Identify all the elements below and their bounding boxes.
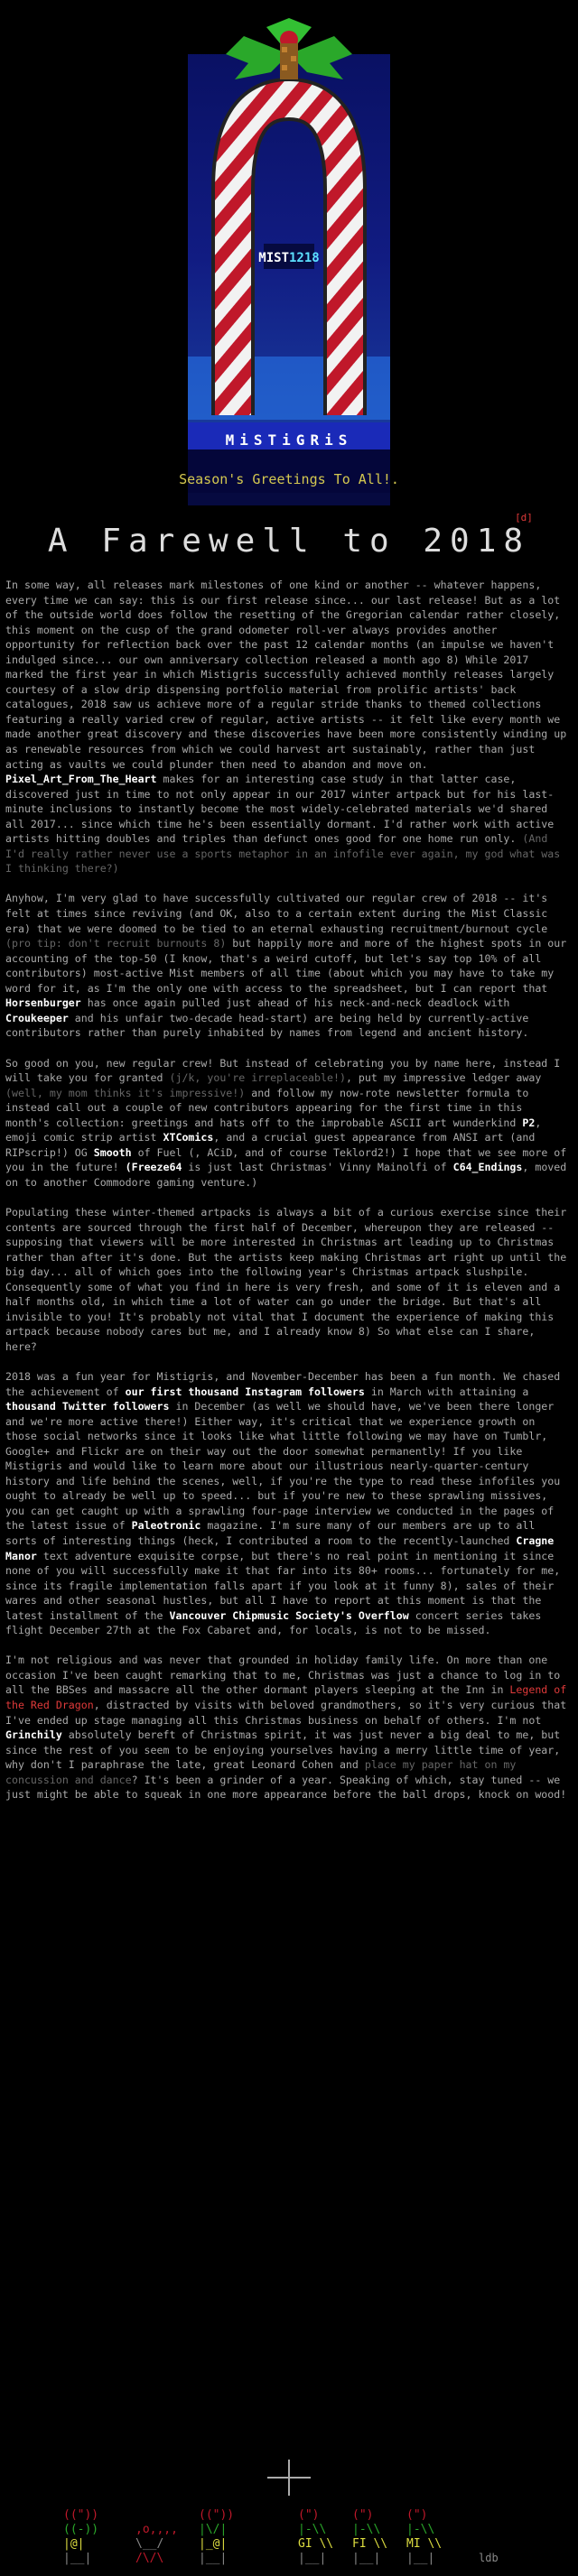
aside-text: (well, my mom thinks it's impressive!) — [5, 1086, 246, 1099]
body-text: , and a crucial guest appearance from ANSI art (and RIPscrip!) OG — [5, 1131, 536, 1159]
svg-text:((-)): ((-)) — [63, 2523, 99, 2536]
svg-text:|-\\: |-\\ — [406, 2523, 435, 2536]
svg-text:,o,,,,: ,o,,,, — [135, 2523, 178, 2536]
body-text: of Fuel (, ACiD, and of course Teklord2!) I hope that we see more of you in the future! — [5, 1145, 567, 1174]
signature-artwork — [0, 2455, 578, 2572]
svg-text:|_@|: |_@| — [199, 2537, 228, 2551]
svg-text:((")): ((")) — [199, 2508, 235, 2522]
svg-text:("): (") — [406, 2508, 428, 2522]
body-text: I'm not religious and was never that grounded in holiday family life. On more than one occasion I've been caught remarking that to me, Christmas was just a chance to log in to all the BBSes and massacre all the other dormant players sleeping at the Inn in — [5, 1654, 561, 1697]
article-paragraph — [5, 578, 573, 876]
highlighted-name: Pixel_Art_From_The_Heart — [5, 773, 157, 786]
svg-text:GI \\: GI \\ — [298, 2537, 334, 2551]
aside-text: place my paper hat on my concussion and dance — [5, 1758, 517, 1786]
ornament-row — [63, 2508, 442, 2565]
title-text: A Farewell to 2018 — [47, 523, 531, 560]
highlighted-name: Paleotronic — [131, 1519, 201, 1533]
highlighted-name: our first thousand Instagram followers — [125, 1385, 365, 1398]
highlighted-name: (Freeze64 — [125, 1161, 182, 1174]
svg-text:((")): ((")) — [63, 2508, 99, 2522]
body-text: , emoji comic strip artist — [5, 1116, 542, 1144]
highlighted-name: Croukeeper — [5, 1011, 69, 1024]
body-text: but happily more and more of the highest spots in our accounting of the top-50 (I know, that's a weird cutoff, but let's say top 10% of all contributors) most-active Mist members of all time (about which you may have to take my word for it, as I'm the only one with access to the spreadsheet, but I can report that — [5, 937, 567, 995]
svg-text:("): (") — [298, 2508, 320, 2522]
svg-text:|__|: |__| — [406, 2552, 435, 2565]
svg-text:|-\\: |-\\ — [352, 2523, 381, 2536]
svg-text:("): (") — [352, 2508, 374, 2522]
highlighted-name: Vancouver Chipmusic Society's Overflow — [169, 1608, 409, 1622]
article-paragraph — [5, 1056, 573, 1191]
article-paragraph — [5, 1205, 573, 1354]
svg-text:/\/\: /\/\ — [135, 2552, 164, 2565]
body-text: and follow my now-rote newsletter formula to instead call out a couple of new contributors appearing for the first time in this month's collection: greetings and hats off to the improbable ASCII art wunderkind — [5, 1086, 529, 1129]
svg-text:|@|: |@| — [63, 2537, 85, 2551]
body-text: , distracted by visits with beloved grandmothers, so it's very curious that I've ended up stage managing all this Christmas business on behalf of others. I'm not — [5, 1699, 567, 1727]
holiday-banner — [0, 0, 578, 505]
svg-text:\__/: \__/ — [135, 2537, 164, 2551]
svg-text:|__|: |__| — [298, 2552, 327, 2565]
svg-text:|__|: |__| — [352, 2552, 381, 2565]
body-text: makes for an interesting case study in that latter case, discovered just in time to not only appear in our 2017 winter artpack but for his last-minute inclusions to instantly become the most widely-celebrated materials we'd shared all 2017... since which time he's been essentially dormant. I'd rather work with active artists hitting doubles and triples than defunct ones good for one home run only. — [5, 773, 555, 846]
body-text: in December (as well we should have, we've been there longer and we're more active there!) Either way, it's critical that we experience growth on those social networks since it looks like what little following we may have on Tumblr, Google+ and Flickr are on their way out the door somewhat permanently! If you like Mistigris and would like to learn more about our illustrious nearly-quarter-century history and life behind the scenes, well, if you're the type to read these infofiles you ought to already be well up to speed... but if you're new to these sprawling missives, you can get caught up with a sprawling four-page interview we conducted in the pages of the latest issue of — [5, 1400, 561, 1533]
article-paragraph — [5, 1369, 573, 1638]
aside-text: Legend of the Red Dragon — [5, 1683, 567, 1712]
svg-text:MI \\: MI \\ — [406, 2537, 443, 2551]
signature-initials: ldb — [479, 2552, 499, 2564]
body-text: Populating these winter-themed artpacks is always a bit of a curious exercise since their contents are sourced through the first half of December, whereupon they are released -- supposing that viewers will be more interested in Christmas art leading up to Christmas rather than after it's done. But the artists keep making Christmas art right up until the big day... all of which goes into the following year's Christmas artpack slushpile. Consequently some of what you find in here is very fresh, and some of it is eleven and a half months old, in which time a lot of water can go under the bridge. But that's all invisible to you! It's probably not vital that I document the experience of making this artpack because nobody cares but me, and I already know 8) So what else can I share, here? — [5, 1205, 567, 1353]
highlighted-name: P2 — [522, 1116, 536, 1129]
article-paragraph — [5, 891, 573, 1040]
svg-text:|__|: |__| — [199, 2552, 228, 2565]
svg-text:|-\\: |-\\ — [298, 2523, 327, 2536]
group-name: MiSTiGRiS — [225, 431, 353, 449]
body-text: , moved on to another Commodore gaming venture.) — [5, 1161, 567, 1189]
body-text: has once again pulled just ahead of his neck-and-neck deadlock with — [80, 996, 510, 1010]
body-text: ? It's been a grinder of a year. Speaking of which, stay tuned -- we just might be able to squeak in one more appearance before the ball drops, knock on wood! — [5, 1773, 567, 1802]
highlighted-name: Horsenburger — [5, 996, 81, 1010]
body-text: Anyhow, I'm very glad to have successfully cultivated our regular crew of 2018 -- it's felt at times since reviving (and OK, also to a certain extent during the Mist Classic era) that we were doomed to be tied to an eternal exhausting recruitment/burnout cycle — [5, 892, 548, 935]
article-paragraph — [5, 1653, 573, 1802]
holly-icon — [226, 18, 352, 79]
svg-text:|__|: |__| — [63, 2552, 92, 2565]
highlighted-name: XTComics — [163, 1131, 214, 1144]
body-text: absolutely bereft of Christmas spirit, it was just never a big deal to me, but since the rest of you seem to be enjoying yourselves having a merry little time of year, why don't I paraphrase the late, great Leonard Cohen and — [5, 1728, 561, 1772]
highlighted-name: Grinchily — [5, 1728, 62, 1742]
highlighted-name: C64_Endings — [452, 1161, 523, 1174]
aside-text: (j/k, you're irreplaceable!) — [169, 1071, 346, 1085]
star-icon — [267, 2460, 311, 2496]
body-text: 2018 was a fun year for Mistigris, and November-December has been a fun month. We chased the achievement of — [5, 1369, 561, 1398]
infofile-body — [5, 578, 573, 1817]
release-tag: MIST1218 — [258, 251, 320, 265]
body-text: text adventure exquisite corpse, but there's no real point in mentioning it since none of you will successfully make it that far into its 80+ rooms... fortunately for me, since its fragile implementation falls apart if you look at it funny 8), sales of their wares and other seasonal hustles, but all I have to report at this moment is that the latest installment of the — [5, 1549, 561, 1622]
svg-text:FI \\: FI \\ — [352, 2537, 388, 2551]
body-text: In some way, all releases mark milestones of one kind or another -- whatever happens, every time we can say: this is our first release since... our last release! But as a lot of the outside world does follow the resetting of the Gregorian calendar rather closely, this moment on the cusp of the grand odometer roll-ver always provides another opportunity for reflection back over the past 12 calendar months (an impulse we haven't indulged since... our own anniversary collection released a month ago 8) While 2017 marked the first year in which Mistigris successfully achieved monthly releases largely courtesy of a slow drip dispensing portfolio material from prolific artists' back catalogues, 2018 saw us achieve more of a regular stride thanks to themed collections featuring a really varied crew of regular, active artists -- it felt like every month we made another great discovery and these discoveries have been more consistently winding up as renewable resources from which we could harvest art sustainably, rather than just acting as vaults we could plunder then need to abandon and move on. — [5, 579, 567, 771]
highlighted-name: thousand Twitter followers — [5, 1400, 170, 1413]
body-text: and his unfair two-decade head-start) are being held by currently-active contributors rather than purely inhabited by names from legend and ancient history. — [5, 1011, 529, 1040]
body-text: So good on you, new regular crew! But instead of celebrating you by name here, instead I will take you for granted — [5, 1056, 561, 1085]
body-text: magazine. I'm sure many of our members are up to all sorts of interesting things (heck, I contributed a room to the recently-launched — [5, 1519, 536, 1547]
highlighted-name: Smooth — [93, 1145, 132, 1159]
svg-text:|\/|: |\/| — [199, 2523, 228, 2536]
title-tag: [d] — [515, 512, 533, 524]
greeting-line: Season's Greetings To All!. — [179, 471, 399, 487]
aside-text: (And I'd really rather never use a sports metaphor in an infofile ever again, my god what was I thinking there?) — [5, 832, 561, 876]
highlighted-name: Cragne Manor — [5, 1534, 555, 1562]
body-text: , put my impressive ledger away — [345, 1071, 542, 1085]
body-text: is just last Christmas' Vinny Mainolfi of — [182, 1161, 453, 1174]
article-title — [0, 510, 578, 564]
body-text: concert series takes flight December 27th at the Fox Cabaret and, for locals, is not to be missed. — [5, 1608, 542, 1637]
body-text: in March with attaining a — [364, 1385, 529, 1398]
aside-text: (pro tip: don't recruit burnouts 8) — [5, 937, 227, 950]
